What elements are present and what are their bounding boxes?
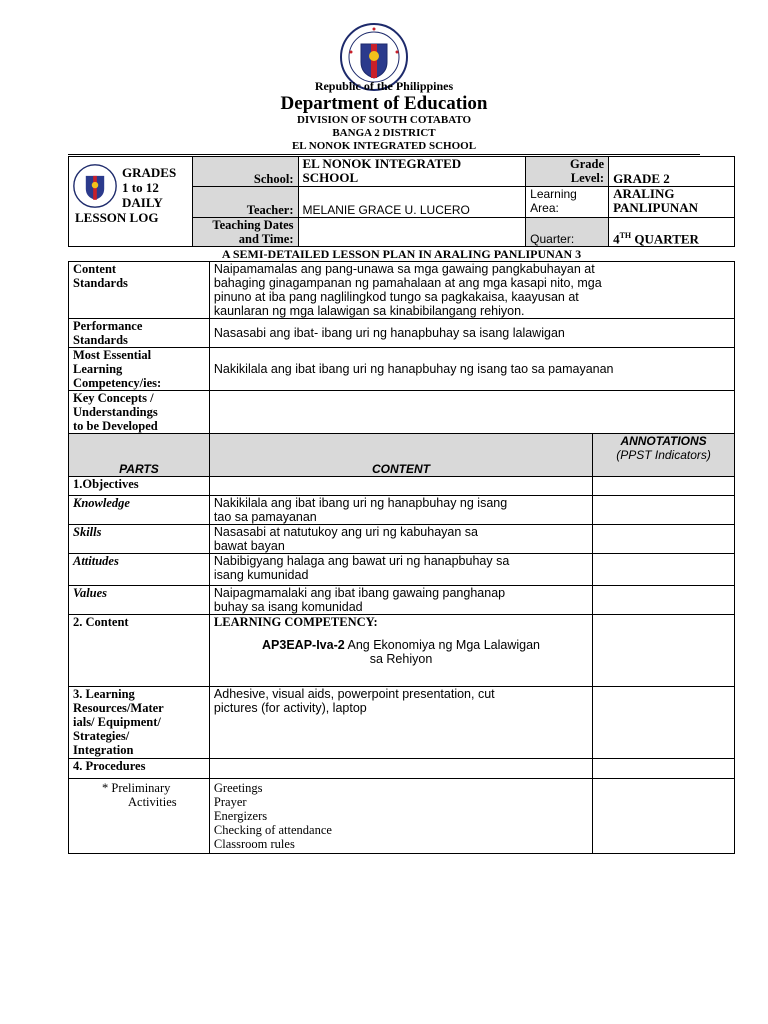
dates-label-line-1: Teaching Dates <box>212 218 294 232</box>
competency-line <box>214 638 588 652</box>
content-section-text <box>209 615 592 687</box>
grade-label-line-2: Level: <box>570 171 605 185</box>
mel-competency-text: Nakikilala ang ibat ibang uri ng hanapbuhay ng isang tao sa pamayanan <box>209 348 734 391</box>
school-value <box>298 157 526 187</box>
school-value-line-1: EL NONOK INTEGRATED <box>302 156 462 171</box>
list-item: Prayer <box>213 795 247 809</box>
preliminary-activities-list <box>209 779 592 854</box>
table-row <box>69 477 735 496</box>
log-title-range: 1 to 12 <box>122 180 159 195</box>
table-row <box>69 319 735 348</box>
list-item: Greetings <box>213 781 263 795</box>
competency-code: AP3EAP-Iva-2 <box>262 638 345 652</box>
teacher-value: MELANIE GRACE U. LUCERO <box>298 187 526 218</box>
table-row <box>69 687 735 759</box>
area-value-line-1: ARALING <box>613 186 675 201</box>
text-line: Adhesive, visual aids, powerpoint presentation, cut <box>213 687 495 701</box>
performance-standards-label <box>69 319 210 348</box>
dates-label-line-2: and Time: <box>238 232 294 246</box>
text-line: pinuno at iba pang naglilingkod tungo sa pagkakaisa, kaayusan at <box>213 290 579 304</box>
republic-line: Republic of the Philippines <box>314 79 454 93</box>
text-line: Naipamamalas ang pang-unawa sa mga gawaing pangkabuhayan at <box>213 262 595 276</box>
label-line: Integration <box>73 743 134 757</box>
table-row <box>69 554 735 586</box>
log-title-daily: DAILY <box>122 195 163 210</box>
label-line: Activities <box>128 795 177 809</box>
objectives-content <box>209 477 592 496</box>
competency-title: Ang Ekonomiya ng Mga Lalawigan <box>344 638 540 652</box>
content-header: CONTENT <box>209 434 592 477</box>
knowledge-annotation <box>593 496 735 525</box>
quarter-label: Quarter: <box>526 218 609 247</box>
performance-standards-text: Nasasabi ang ibat- ibang uri ng hanapbuhay sa isang lalawigan <box>209 319 734 348</box>
quarter-word: QUARTER <box>631 231 699 246</box>
competency-title-cont: sa Rehiyon <box>369 652 433 666</box>
attitudes-label: Attitudes <box>69 554 210 586</box>
text-line: Nakikilala ang ibat ibang uri ng hanapbuhay ng isang <box>213 496 508 510</box>
table-row <box>69 525 735 554</box>
school-value-line-2: SCHOOL <box>302 170 359 185</box>
annotations-header <box>593 434 735 477</box>
label-line: Standards <box>73 276 128 290</box>
table-row <box>69 391 735 434</box>
label-line: Competency/ies: <box>73 376 162 390</box>
label-line: Resources/Mater <box>73 701 164 715</box>
mel-competency-label <box>69 348 210 391</box>
content-annotation <box>593 615 735 687</box>
area-label-line-2: Area: <box>530 201 559 215</box>
header-divider <box>68 154 700 155</box>
lesson-plan-table <box>68 261 735 854</box>
skills-label: Skills <box>69 525 210 554</box>
label-line: to be Developed <box>73 419 158 433</box>
content-standards-text <box>209 262 734 319</box>
text-line: bahaging ginagampanan ng pamahalaan at ang mga kasapi nito, mga <box>213 276 602 290</box>
label-line: Content <box>73 262 117 276</box>
division-line: DIVISION OF SOUTH COTABATO <box>296 114 472 126</box>
procedures-annotation <box>593 759 735 779</box>
objectives-annotation <box>593 477 735 496</box>
text-line: tao sa pamayanan <box>213 510 317 524</box>
lesson-log-title-cell <box>69 157 193 247</box>
label-line: Key Concepts / <box>73 391 154 405</box>
label-line: * Preliminary <box>102 781 171 795</box>
knowledge-label: Knowledge <box>69 496 210 525</box>
knowledge-text <box>209 496 592 525</box>
plan-title: A SEMI-DETAILED LESSON PLAN IN ARALING PANLIPUNAN 3 <box>221 247 582 261</box>
label-line: Performance <box>73 319 143 333</box>
procedures-content <box>209 759 592 779</box>
table-row <box>69 779 735 854</box>
content-standards-label <box>69 262 210 319</box>
department-title: Department of Education <box>280 93 488 114</box>
label-line: Strategies/ <box>73 729 130 743</box>
table-row <box>69 586 735 615</box>
text-line: isang kumunidad <box>213 568 309 582</box>
objectives-label: 1.Objectives <box>69 477 210 496</box>
teacher-label: Teacher: <box>192 187 298 218</box>
key-concepts-text <box>209 391 734 434</box>
label-line: 3. Learning <box>73 687 135 701</box>
values-annotation <box>593 586 735 615</box>
preliminary-annotation <box>593 779 735 854</box>
attitudes-text <box>209 554 592 586</box>
table-row <box>69 759 735 779</box>
list-item: Checking of attendance <box>213 823 332 837</box>
competency-label: LEARNING COMPETENCY: <box>213 615 378 629</box>
list-item: Classroom rules <box>213 837 295 851</box>
ppst-subtitle: (PPST Indicators) <box>616 448 711 462</box>
text-line: pictures (for activity), laptop <box>213 701 367 715</box>
table-row <box>69 348 735 391</box>
parts-header: PARTS <box>69 434 210 477</box>
school-label: School: <box>192 157 298 187</box>
values-text <box>209 586 592 615</box>
text-line: Nabibigyang halaga ang bawat uri ng hanapbuhay sa <box>213 554 510 568</box>
deped-small-seal-logo <box>72 163 118 209</box>
label-line: Learning <box>73 362 123 376</box>
learning-area-value <box>609 187 735 218</box>
log-title-grades: GRADES <box>122 165 177 180</box>
annotations-title: ANNOTATIONS <box>620 434 707 448</box>
preliminary-activities-label <box>69 779 210 854</box>
label-line: ials/ Equipment/ <box>73 715 161 729</box>
log-title-lesson-log: LESSON LOG <box>75 210 159 225</box>
resources-text <box>209 687 592 759</box>
text-line: kaunlaran ng mga lalawigan sa kinabibilangang rehiyon. <box>213 304 525 318</box>
table-row <box>69 262 735 319</box>
lesson-log-info-table <box>68 156 735 247</box>
grade-label-line-1: Grade <box>570 157 605 171</box>
skills-annotation <box>593 525 735 554</box>
text-line: bawat bayan <box>213 539 285 553</box>
area-value-line-2: PANLIPUNAN <box>613 200 699 215</box>
table-row <box>69 496 735 525</box>
text-line: Naipagmamalaki ang ibat ibang gawaing panghanap <box>213 586 506 600</box>
resources-annotation <box>593 687 735 759</box>
values-label: Values <box>69 586 210 615</box>
quarter-suffix: TH <box>619 230 632 240</box>
school-line: EL NONOK INTEGRATED SCHOOL <box>291 140 477 152</box>
district-line: BANGA 2 DISTRICT <box>332 127 436 139</box>
teaching-dates-label <box>192 218 298 247</box>
text-line: Nasasabi at natutukoy ang uri ng kabuhayan sa <box>213 525 478 539</box>
label-line: Standards <box>73 333 128 347</box>
skills-text <box>209 525 592 554</box>
text-line: buhay sa isang komunidad <box>213 600 363 614</box>
table-row <box>69 615 735 687</box>
list-item: Energizers <box>213 809 268 823</box>
quarter-value <box>609 218 735 247</box>
label-line: Most Essential <box>73 348 152 362</box>
resources-label <box>69 687 210 759</box>
quarter-number: 4 <box>613 231 620 246</box>
label-line: Understandings <box>73 405 158 419</box>
attitudes-annotation <box>593 554 735 586</box>
key-concepts-label <box>69 391 210 434</box>
grade-level-label <box>526 157 609 187</box>
area-label-line-1: Learning <box>530 187 577 201</box>
teaching-dates-value <box>298 218 526 247</box>
procedures-label: 4. Procedures <box>69 759 210 779</box>
content-section-label: 2. Content <box>69 615 210 687</box>
table-header-row <box>69 434 735 477</box>
learning-area-label <box>526 187 609 218</box>
grade-level-value: GRADE 2 <box>609 157 735 187</box>
